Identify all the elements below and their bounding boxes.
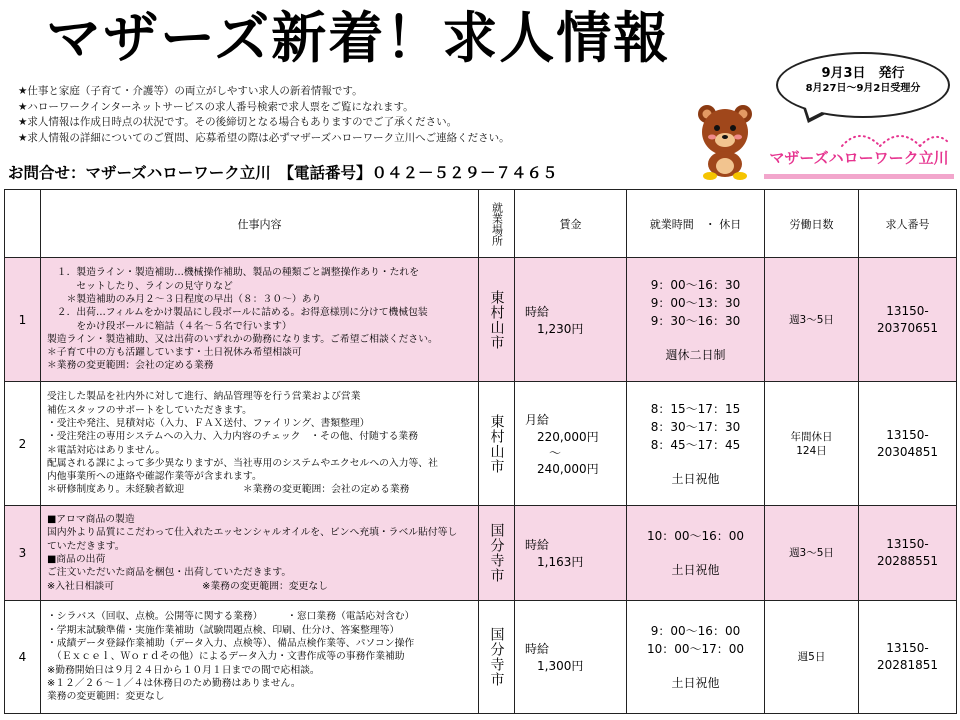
- working-hours: 10：00～16：00: [646, 529, 745, 543]
- job-number-part: 20288551: [876, 554, 939, 568]
- issue-period: 8月27日～9月2日受理分: [805, 83, 921, 94]
- location-text: 東村山市: [488, 289, 505, 350]
- note-line: ★求人情報は作成日時点の状況です。その後締切となる場合もありますのでご了承ください。: [18, 116, 458, 128]
- description-line: ・学期末試験準備・実施作業補助（試験問題点検、印刷、仕分け、答案整理等）: [47, 624, 400, 636]
- wage-amount: 240,000円: [525, 461, 599, 476]
- wage-type: 時給: [525, 304, 550, 319]
- working-hours: 8：15～17：15: [650, 401, 741, 416]
- table-row: [5, 258, 957, 382]
- working-hours: 9：00～16：30: [650, 277, 741, 292]
- description-line: ＊研修制度あり。未経験者歓迎 ＊業務の変更範囲：会社の定める業務: [47, 484, 410, 496]
- wage-amount: 1,300円: [525, 659, 584, 673]
- wage-cell: [515, 258, 627, 382]
- notes-list: [18, 84, 618, 146]
- row-number: 4: [5, 601, 41, 714]
- row-number: 2: [5, 382, 41, 506]
- header-wage: 賃金: [515, 190, 627, 258]
- job-number: [859, 601, 957, 714]
- wage-type: 時給: [525, 538, 550, 552]
- working-hours: 8：30～17：30: [650, 419, 741, 434]
- job-number-part: 20370651: [876, 320, 939, 335]
- job-description: [41, 382, 479, 506]
- row-number: 1: [5, 258, 41, 382]
- location-text: 国分寺市: [488, 627, 505, 687]
- description-line: ・受注や発注、見積対応（入力、ＦＡＸ送付、ファイリング、書類整理）: [47, 417, 370, 429]
- header-days: 労働日数: [765, 190, 859, 258]
- note-line: ★仕事と家庭（子育て・介護等）の両立がしやすい求人の新着情報です。: [18, 85, 363, 97]
- holiday-text: 土日祝他: [671, 471, 720, 486]
- bear-mascot-icon: [690, 100, 760, 180]
- header-id: 求人番号: [859, 190, 957, 258]
- location-text: 東村山市: [488, 413, 505, 474]
- wage-amount: 1,163円: [525, 555, 584, 569]
- page-title: マザーズ新着！求人情報: [46, 6, 671, 70]
- working-hours: 9：30～16：30: [650, 313, 741, 328]
- contact-info: お問合せ：マザーズハローワーク立川 【電話番号】０４２－５２９－７４６５: [8, 164, 558, 182]
- working-hours: 8：45～17：45: [650, 437, 741, 452]
- job-table: [4, 189, 957, 714]
- job-description: [41, 601, 479, 714]
- description-line: ご注文いただいた商品を梱包・出荷していただきます。: [47, 567, 292, 579]
- table-row: [5, 382, 957, 506]
- job-description: [41, 506, 479, 601]
- description-line: 補佐スタッフのサポートをしていただきます。: [47, 404, 252, 416]
- issue-date: 9月3日 発行: [821, 66, 905, 81]
- working-hours: 9：00～13：30: [650, 295, 741, 310]
- job-number-part: 13150-: [886, 641, 929, 655]
- description-line: ■商品の出荷: [47, 554, 106, 565]
- work-location: [479, 506, 515, 601]
- issue-bubble: [776, 52, 950, 118]
- description-line: ＊子育て中の方も活躍しています・土日祝休み希望相談可: [47, 347, 302, 359]
- wage-amount: 220,000円: [525, 429, 599, 444]
- job-number-part: 20304851: [876, 444, 939, 459]
- description-line: 製造ライン・製造補助、又は出荷のいずれかの勤務になります。ご希望ご相談ください。: [47, 333, 438, 345]
- note-line: ★求人情報の詳細についてのご質問、応募希望の際は必ずマザーズハローワーク立川へご連絡ください。: [18, 131, 510, 144]
- description-line: 業務の変更範囲：変更なし: [47, 691, 165, 703]
- holiday-text: 土日祝他: [671, 676, 720, 690]
- holiday-text: 土日祝他: [671, 563, 720, 577]
- wage-type: 月給: [525, 412, 550, 427]
- description-line: ＊電話対応はありません。: [47, 444, 166, 456]
- hours-cell: [627, 258, 765, 382]
- description-line: 受注した製品を社内外に対して進行、納品管理等を行う営業および営業: [47, 391, 361, 403]
- description-line: セットしたり、ラインの見守りなど: [47, 280, 233, 292]
- header-hours: 就業時間 ・ 休日: [627, 190, 765, 258]
- description-line: ・受注発注の専用システムへの入力、入力内容のチェック ・その他、付随する業務: [47, 431, 419, 443]
- wage-amount: ～: [525, 445, 562, 460]
- row-number: 3: [5, 506, 41, 601]
- wage-amount: 1,230円: [525, 321, 584, 336]
- work-location: [479, 258, 515, 382]
- working-hours: 9：00～16：00: [650, 624, 741, 638]
- holiday-text: 週休二日制: [665, 347, 726, 362]
- job-number-part: 13150-: [886, 537, 929, 551]
- wage-cell: [515, 601, 627, 714]
- table-row: [5, 506, 957, 601]
- description-line: ・成績データ登録作業補助（データ入力、点検等）、備品点検作業等、パソコン操作: [47, 638, 415, 650]
- description-line: ■アロマ商品の製造: [47, 514, 135, 526]
- wage-type: 時給: [525, 642, 550, 656]
- job-number-part: 20281851: [876, 658, 939, 672]
- location-text: 国分寺市: [488, 523, 505, 583]
- job-number-part: 13150-: [886, 427, 929, 442]
- description-line: ※１２／２６～１／４は休務日のため勤務はありません。: [47, 677, 301, 689]
- description-line: ２．出荷…フィルムをかけ製品にし段ボールに詰める。お得意様別に分けて機械包装: [47, 307, 428, 319]
- wage-cell: [515, 506, 627, 601]
- description-line: をかけ段ボールに箱詰（４名～５名で行います）: [47, 320, 292, 332]
- working-hours: 10：00～17：00: [646, 642, 745, 656]
- description-line: ていただきます。: [47, 540, 125, 552]
- wage-cell: [515, 382, 627, 506]
- header-job: 仕事内容: [41, 190, 479, 258]
- note-line: ★ハローワークインターネットサービスの求人番号検索で求人票をご覧になれます。: [18, 100, 414, 113]
- description-line: 内他事業所への連絡や確認作業等が含まれます。: [47, 471, 262, 483]
- table-header-row: [5, 190, 957, 258]
- work-days: 週3～5日: [765, 258, 859, 382]
- description-line: ＊製造補助のみ月２～３日程度の早出（８：３０～）あり: [47, 293, 322, 305]
- description-line: ※勤務開始日は９月２４日から１０月１日までの間で応相談。: [47, 664, 320, 676]
- job-description: [41, 258, 479, 382]
- description-line: 国内外より品質にこだわって仕入れたエッセンシャルオイルを、ビンへ充填・ラベル貼付等し: [47, 527, 458, 539]
- job-number-part: 13150-: [886, 303, 929, 318]
- job-number: [859, 258, 957, 382]
- hours-cell: [627, 382, 765, 506]
- header-location: 就業場所: [479, 190, 515, 258]
- description-line: １．製造ライン・製造補助…機械操作補助、製品の種類ごと調整操作あり・たれを: [47, 267, 419, 279]
- decorative-dots-icon: [840, 128, 950, 148]
- description-line: （Ｅｘｃｅｌ、Ｗｏｒｄその他）によるデータ入力・文書作成等の事務作業補助: [47, 651, 405, 663]
- hours-cell: [627, 506, 765, 601]
- work-days: 週3～5日: [765, 506, 859, 601]
- description-line: ※入社日相談可 ※業務の変更範囲：変更なし: [47, 580, 328, 592]
- description-line: ＊業務の変更範囲：会社の定める業務: [47, 360, 214, 372]
- description-line: ・シラバス（回収、点検。公開等に関する業務） ・窓口業務（電話応対含む）: [47, 611, 415, 623]
- work-location: [479, 382, 515, 506]
- office-logo: マザーズハローワーク立川: [764, 148, 954, 179]
- description-line: 配属される課によって多少異なりますが、当社専用のシステムやエクセルへの入力等、社: [47, 457, 438, 469]
- work-days: 年間休日 124日: [765, 382, 859, 506]
- work-location: [479, 601, 515, 714]
- hours-cell: [627, 601, 765, 714]
- work-days: 週5日: [765, 601, 859, 714]
- table-row: [5, 601, 957, 714]
- job-number: [859, 382, 957, 506]
- job-number: [859, 506, 957, 601]
- header-num: [5, 190, 41, 258]
